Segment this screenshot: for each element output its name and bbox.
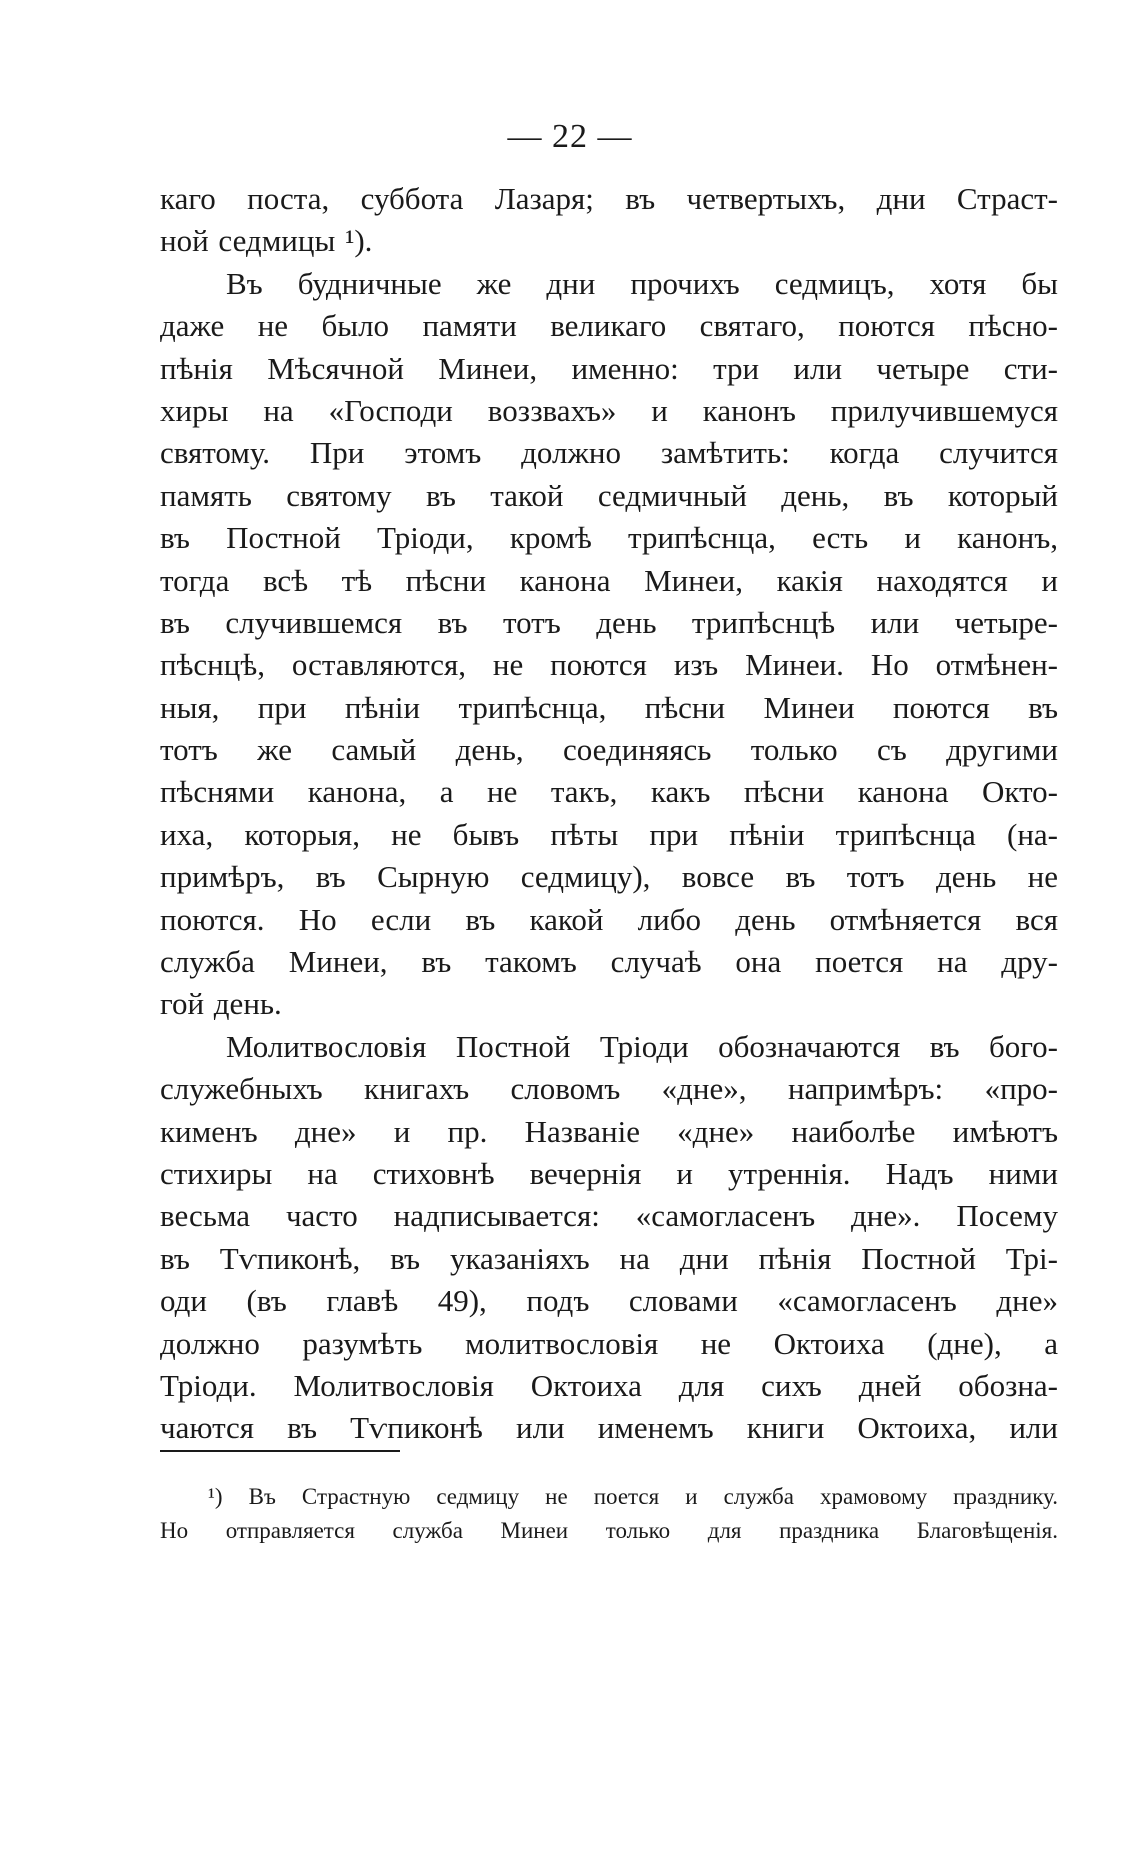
text-line: въ случившемся въ тотъ день трипѣснцѣ или четыре-: [160, 604, 1058, 640]
text-line: ныя, при пѣніи трипѣснца, пѣсни Минеи поются въ: [160, 689, 1058, 725]
text-line: примѣръ, въ Сырную седмицу), вовсе въ тотъ день не: [160, 859, 1058, 895]
body-text: [160, 178, 1058, 1450]
text-line: должно разумѣть молитвословія не Октоиха (дне), а: [160, 1325, 1058, 1361]
text-line: даже не было памяти великаго святаго, поются пѣсно-: [160, 308, 1058, 344]
text-line: ной седмицы ¹).: [160, 223, 373, 259]
text-line: иха, которыя, не бывъ пѣты при пѣніи трипѣснца (на-: [160, 816, 1058, 852]
text-line: Тріоди. Молитвословія Октоиха для сихъ дней обозна-: [160, 1367, 1058, 1403]
text-line: поются. Но если въ какой либо день отмѣняется вся: [160, 901, 1058, 937]
footnote-line: ¹) Въ Страстную седмицу не поется и служба храмовому празднику.: [208, 1484, 1058, 1509]
text-line: служебныхъ книгахъ словомъ «дне», напримѣръ: «про-: [160, 1071, 1058, 1107]
text-line: тотъ же самый день, соединяясь только съ другими: [160, 732, 1058, 768]
text-line: хиры на «Господи воззвахъ» и канонъ прилучившемуся: [160, 392, 1058, 428]
text-line: Въ будничные же дни прочихъ седмицъ, хотя бы: [226, 265, 1058, 301]
text-line: пѣнія Мѣсячной Минеи, именно: три или четыре сти-: [160, 350, 1058, 386]
text-line: тогда всѣ тѣ пѣсни канона Минеи, какія находятся и: [160, 562, 1058, 598]
text-line: Молитвословія Постной Тріоди обозначаются въ бого-: [226, 1028, 1058, 1064]
text-line: память святому въ такой седмичный день, въ который: [160, 477, 1058, 513]
text-line: пѣснцѣ, оставляются, не поются изъ Минеи. Но отмѣнен-: [160, 647, 1058, 683]
footnote-line: Но отправляется служба Минеи только для праздника Благовѣщенія.: [160, 1518, 1058, 1543]
text-line: пѣснями канона, а не такъ, какъ пѣсни канона Окто-: [160, 774, 1058, 810]
text-line: въ Тѵпиконѣ, въ указаніяхъ на дни пѣнія Постной Трі-: [160, 1240, 1058, 1276]
text-line: служба Минеи, въ такомъ случаѣ она поется на дру-: [160, 944, 1058, 980]
text-line: святому. При этомъ должно замѣтить: когда случится: [160, 435, 1058, 471]
footnote: [160, 1480, 1058, 1548]
text-line: оди (въ главѣ 49), подъ словами «самогласенъ дне»: [160, 1283, 1058, 1319]
text-line: весьма часто надписывается: «самогласенъ дне». Посему: [160, 1198, 1058, 1234]
text-line: каго поста, суббота Лазаря; въ четвертыхъ, дни Страст-: [160, 181, 1058, 216]
footnote-rule: [160, 1450, 400, 1452]
text-line: въ Постной Тріоди, кромѣ трипѣснца, есть и канонъ,: [160, 520, 1058, 556]
text-line: кименъ дне» и пр. Названіе «дне» наиболѣе имѣютъ: [160, 1113, 1058, 1149]
text-line: гой день.: [160, 986, 282, 1022]
text-line: чаются въ Тѵпиконѣ или именемъ книги Октоиха, или: [160, 1410, 1058, 1446]
page-number: — 22 —: [507, 118, 633, 155]
text-line: стихиры на стиховнѣ вечернія и утреннія. Надъ ними: [160, 1155, 1058, 1191]
